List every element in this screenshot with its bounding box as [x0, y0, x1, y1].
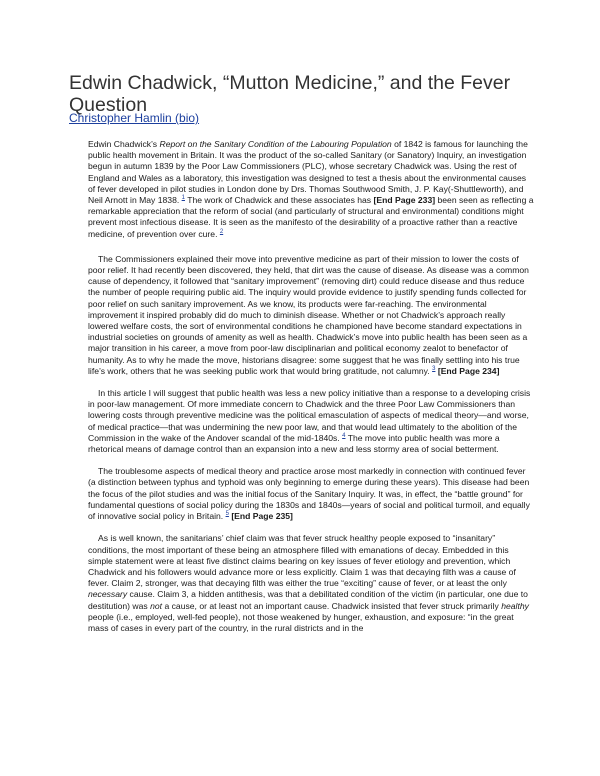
article-title: Edwin Chadwick, “Mutton Medicine,” and the Fever Question — [69, 72, 511, 116]
article-body — [88, 139, 535, 645]
paragraph-5 — [88, 533, 535, 634]
paragraph-text: a cause, or at least not an important cause. Chadwick insisted that fever struck primarily — [162, 600, 502, 611]
paragraph-text: The troublesome aspects of medical theory and practice arose most markedly in connection with continued fever (a distinction between typhus and typhoid was only beginning to emerge during these years). This disease had been the focus of the pilot studies and was the initial focus of the Sanitary Inquiry. It was, in effect, the “battle ground” for fundamental questions of social policy during the 1830s and 1840s—years of social and political turmoil, and equally of innovative social policy in Britain. — [88, 466, 530, 522]
paragraph-3 — [88, 388, 535, 455]
paragraph-text: Edwin Chadwick’s — [88, 139, 160, 149]
footnote-link[interactable]: 1 — [181, 195, 185, 202]
footnote-link[interactable]: 2 — [219, 228, 224, 235]
footnote-link[interactable]: 5 — [225, 511, 229, 518]
paragraph-text: people (i.e., employed, well-fed people), not those weakened by hunger, exhaustion, and exposure: “in the great mass of cases in every part of the country, in the rural districts and in the — [88, 611, 514, 633]
paragraph-text: been seen as reflecting a remarkable appreciation that the reform of social (and particularly of structural and environmental) conditions might prevent most infectious disease. It is seen as the manifesto of the desirability of a proactive rather than a reactive medicine, of prevention over cure. — [88, 195, 534, 239]
paragraph-text: In this article I will suggest that public health was less a new policy initiative than a response to a developing crisis in poor-law management. Of more immediate concern to Chadwick and the three Poor Law Commissioners than lowering costs through preventive medicine was the political emasculation of aspects of medical theory—and worse, of medical practice—that was undermining the new poor law, and that would lead ultimately to the abolition of the Commission in the wake of the Andover scandal of the mid-1840s. — [88, 388, 531, 443]
paragraph-text: cause. Claim 3, a hidden antithesis, was that a debilitated condition of the victim (in particular, one due to destitution) was — [88, 589, 528, 611]
page-marker: [End Page 235] — [231, 511, 293, 522]
footnote-ref — [220, 229, 223, 235]
italic-text: Report on the Sanitary Condition of the Labouring Population — [159, 139, 392, 149]
page-marker: [End Page 233] — [373, 195, 436, 206]
italic-text: not — [150, 600, 163, 611]
paragraph-text: The work of Chadwick and these associates has — [184, 195, 374, 206]
italic-text: a — [476, 566, 481, 577]
paragraph-text: The Commissioners explained their move into preventive medicine as part of their mission to lower the costs of poor relief. It had recently been discovered, they held, that dirt was the cause of disease. As disease was a common cause of dependency, it followed that “sanitary improvement” (removing dirt) could reduce disease and thus reduce the number of people requiring public aid. The inquiry would provide evidence to justify spending funds collected for poor relief on such sanitary improvement. As we know, its products were far-reaching. The environmental improvement it inspired probably did do much to diminish disease. Whether or not Chadwick’s approach really lowered welfare costs, the sort of environmental conditions he championed have become standard expectations in industrial societies on grounds of amenity as well as health. Chadwick’s move into public health has been seen as a major transition in his career, a move from poor-law disciplinarian and political economy zealot to benefactor of humanity. As to why he made the move, historians disagree: some suggest that he was finally settling into his true life’s work, others that he was seeking public work that would bring gratitude, not calumny. — [88, 253, 529, 376]
italic-text: necessary — [88, 589, 128, 600]
paragraph-text: cause of fever. Claim 2, stronger, was that decaying filth was either the true “exciting” cause of fever, or at least the only — [88, 566, 516, 589]
paragraph-4 — [88, 466, 535, 522]
footnote-link[interactable]: 4 — [342, 433, 346, 440]
page-marker: [End Page 234] — [437, 365, 500, 376]
footnote-link[interactable]: 3 — [432, 366, 436, 372]
italic-text: healthy — [501, 600, 529, 611]
paragraph-1 — [88, 139, 535, 240]
paragraph-text: The move into public health was more a rhetorical means of damage control than an expansion into a new and less stormy area of social betterment. — [88, 432, 500, 455]
author-link[interactable]: Christopher Hamlin (bio) — [69, 111, 200, 125]
paragraph-text: of 1842 is famous for launching the public health movement in Britain. It was the product of the so-called Sanitary (or Sanatory) Inquiry, an investigation begun in autumn 1839 by the Poor Law Commissioners (PLC), whose secretary Chadwick was. Using the rest of England and Wales as a laboratory, this investigation was designed to test a thesis about the environmental causes of fever developed in pilot studies in London done by Drs. Thomas Southwood Smith, J. P. Kay(-Shuttleworth), and Neil Arnott in May 1838. — [88, 139, 528, 206]
paragraph-text: As is well known, the sanitarians’ chief claim was that fever struck healthy people exposed to “insanitary” conditions, the most important of these being an atmosphere filled with emanations of decay. Embedded in this simple statement were at least five distinct claims bearing on key issues of fever etiology and prevention, which Chadwick and his followers would advance more or less explicitly. Claim 1 was that decaying filth was — [88, 533, 511, 577]
paragraph-2 — [88, 254, 535, 377]
